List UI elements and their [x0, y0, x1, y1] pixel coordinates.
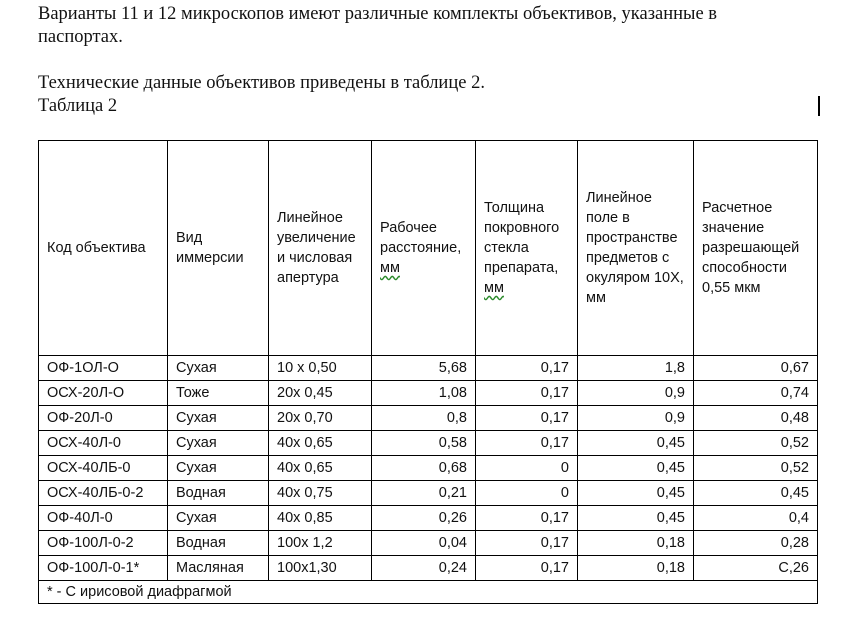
cell-code: ОСХ-40ЛБ-0-2 [39, 481, 168, 506]
cell-code: ОФ-1ОЛ-О [39, 356, 168, 381]
cell-field: 0,18 [578, 531, 694, 556]
header-code: Код объектива [39, 141, 168, 356]
cell-immersion: Сухая [168, 406, 269, 431]
cell-working-distance: 0,21 [372, 481, 476, 506]
header-working-distance-unit: мм [380, 260, 400, 276]
cell-glass-thickness: 0,17 [476, 531, 578, 556]
header-working-distance [372, 141, 476, 356]
header-resolution: Расчетное значение разрешающей способности 0,55 мкм [694, 141, 818, 356]
table-row [39, 356, 818, 381]
cell-code: ОФ-100Л-0-2 [39, 531, 168, 556]
table-row [39, 506, 818, 531]
cell-field: 0,18 [578, 556, 694, 581]
cell-immersion: Водная [168, 481, 269, 506]
cell-immersion: Сухая [168, 431, 269, 456]
cell-immersion: Водная [168, 531, 269, 556]
cell-field: 0,45 [578, 456, 694, 481]
cell-glass-thickness: 0,17 [476, 431, 578, 456]
objectives-table [38, 140, 818, 604]
cell-field: 0,45 [578, 481, 694, 506]
header-field: Линейное поле в пространстве предметов с окуляром 10Х, мм [578, 141, 694, 356]
cell-immersion: Масляная [168, 556, 269, 581]
table-header-row [39, 141, 818, 356]
cell-magnification: 40х 0,65 [269, 456, 372, 481]
cell-field: 0,9 [578, 381, 694, 406]
cell-immersion: Сухая [168, 456, 269, 481]
table-row [39, 381, 818, 406]
cell-resolution: 0,52 [694, 431, 818, 456]
cell-working-distance: 1,08 [372, 381, 476, 406]
header-glass-thickness-unit: мм [484, 280, 504, 296]
cell-resolution: 0,45 [694, 481, 818, 506]
cell-magnification: 40х 0,65 [269, 431, 372, 456]
tech-data-sentence: Технические данные объективов приведены в таблице 2. [38, 73, 485, 93]
cell-working-distance: 0,8 [372, 406, 476, 431]
cell-glass-thickness: 0,17 [476, 356, 578, 381]
cell-working-distance: 5,68 [372, 356, 476, 381]
cell-working-distance: 0,04 [372, 531, 476, 556]
header-glass-thickness-label: Толщина покровного стекла препарата, [484, 200, 560, 276]
text-cursor [818, 96, 820, 116]
header-immersion: Вид иммерсии [168, 141, 269, 356]
intro-line-2: паспортах. [38, 27, 123, 47]
table-row [39, 556, 818, 581]
cell-resolution: 0,48 [694, 406, 818, 431]
cell-glass-thickness: 0,17 [476, 381, 578, 406]
cell-resolution: 0,74 [694, 381, 818, 406]
cell-magnification: 20х 0,45 [269, 381, 372, 406]
cell-magnification: 10 х 0,50 [269, 356, 372, 381]
cell-code: ОФ-100Л-0-1* [39, 556, 168, 581]
cell-resolution: 0,52 [694, 456, 818, 481]
header-glass-thickness [476, 141, 578, 356]
cell-glass-thickness: 0,17 [476, 556, 578, 581]
cell-working-distance: 0,26 [372, 506, 476, 531]
cell-resolution: 0,4 [694, 506, 818, 531]
table-row [39, 531, 818, 556]
cell-code: ОСХ-40Л-0 [39, 431, 168, 456]
cell-resolution: 0,67 [694, 356, 818, 381]
header-working-distance-label: Рабочее расстояние, [380, 220, 462, 256]
cell-code: ОФ-40Л-0 [39, 506, 168, 531]
footnote: * - С ирисовой диафрагмой [39, 581, 818, 604]
cell-immersion: Сухая [168, 356, 269, 381]
cell-magnification: 40х 0,85 [269, 506, 372, 531]
table-row [39, 406, 818, 431]
cell-field: 0,45 [578, 431, 694, 456]
cell-immersion: Сухая [168, 506, 269, 531]
cell-glass-thickness: 0 [476, 456, 578, 481]
footnote-row [39, 581, 818, 604]
cell-glass-thickness: 0 [476, 481, 578, 506]
intro-line-1: Варианты 11 и 12 микроскопов имеют различные комплекты объективов, указанные в [38, 4, 718, 24]
cell-field: 1,8 [578, 356, 694, 381]
cell-magnification: 20х 0,70 [269, 406, 372, 431]
table-row [39, 481, 818, 506]
cell-working-distance: 0,68 [372, 456, 476, 481]
cell-glass-thickness: 0,17 [476, 406, 578, 431]
cell-code: ОСХ-40ЛБ-0 [39, 456, 168, 481]
cell-working-distance: 0,24 [372, 556, 476, 581]
cell-immersion: Тоже [168, 381, 269, 406]
table-caption: Таблица 2 [38, 96, 118, 116]
cell-code: ОФ-20Л-0 [39, 406, 168, 431]
table-row [39, 431, 818, 456]
cell-magnification: 40х 0,75 [269, 481, 372, 506]
cell-magnification: 100х 1,2 [269, 531, 372, 556]
cell-field: 0,45 [578, 506, 694, 531]
cell-code: ОСХ-20Л-О [39, 381, 168, 406]
header-magnification: Линейное увеличение и числовая апертура [269, 141, 372, 356]
cell-glass-thickness: 0,17 [476, 506, 578, 531]
cell-magnification: 100х1,30 [269, 556, 372, 581]
cell-working-distance: 0,58 [372, 431, 476, 456]
cell-field: 0,9 [578, 406, 694, 431]
cell-resolution: С,26 [694, 556, 818, 581]
cell-resolution: 0,28 [694, 531, 818, 556]
table-row [39, 456, 818, 481]
